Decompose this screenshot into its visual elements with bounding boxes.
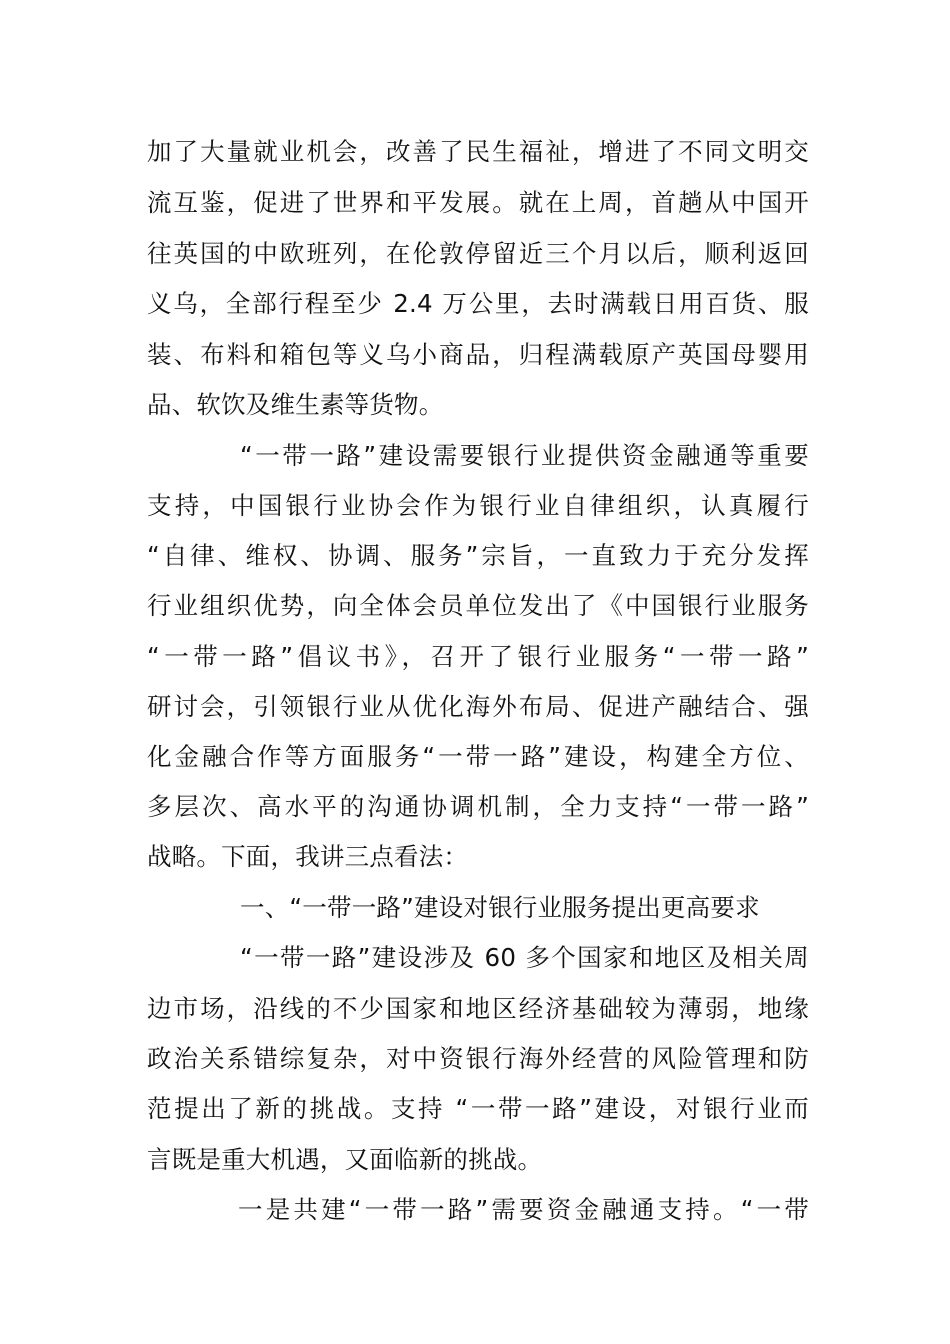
paragraph-1-line-5: 装、布料和箱包等义乌小商品，归程满载原产英国母婴用 [147, 340, 809, 369]
paragraph-2-line-3: “自律、维权、协调、服务”宗旨，一直致力于充分发挥 [147, 541, 809, 570]
paragraph-2-line-7: 化金融合作等方面服务“一带一路”建设，构建全方位、 [147, 742, 809, 771]
paragraph-2-line-4: 行业组织优势，向全体会员单位发出了《中国银行业服务 [147, 591, 809, 620]
paragraph-2-line-1: “一带一路”建设需要银行业提供资金融通等重要 [240, 441, 809, 470]
paragraph-3-line-5: 言既是重大机遇，又面临新的挑战。 [147, 1145, 543, 1174]
paragraph-4-line-1: 一是共建“一带一路”需要资金融通支持。“一带 [238, 1195, 809, 1224]
paragraph-1-line-2: 流互鉴，促进了世界和平发展。就在上周，首趟从中国开 [147, 188, 809, 217]
paragraph-2-line-8: 多层次、高水平的沟通协调机制，全力支持“一带一路” [147, 792, 809, 821]
paragraph-1-line-4: 义乌，全部行程至少 2.4 万公里，去时满载日用百货、服 [147, 289, 809, 318]
section-heading-1: 一、“一带一路”建设对银行业服务提出更高要求 [240, 893, 760, 922]
paragraph-1-line-3: 往英国的中欧班列，在伦敦停留近三个月以后，顺利返回 [147, 239, 809, 268]
paragraph-2-line-5: “一带一路”倡议书》，召开了银行业服务“一带一路” [147, 642, 809, 671]
paragraph-3-line-3: 政治关系错综复杂，对中资银行海外经营的风险管理和防 [147, 1044, 809, 1073]
paragraph-1-line-1: 加了大量就业机会，改善了民生福祉，增进了不同文明交 [147, 137, 809, 166]
paragraph-1-line-6: 品、软饮及维生素等货物。 [147, 390, 444, 419]
paragraph-3-line-2: 边市场，沿线的不少国家和地区经济基础较为薄弱，地缘 [147, 994, 809, 1023]
paragraph-3-line-1: “一带一路”建设涉及 60 多个国家和地区及相关周 [240, 943, 809, 972]
paragraph-3-line-4: 范提出了新的挑战。支持 “一带一路”建设，对银行业而 [147, 1094, 809, 1123]
paragraph-2-line-6: 研讨会，引领银行业从优化海外布局、促进产融结合、强 [147, 692, 809, 721]
paragraph-2-line-9: 战略。下面，我讲三点看法： [147, 842, 469, 871]
paragraph-2-line-2: 支持，中国银行业协会作为银行业自律组织，认真履行 [147, 491, 809, 520]
